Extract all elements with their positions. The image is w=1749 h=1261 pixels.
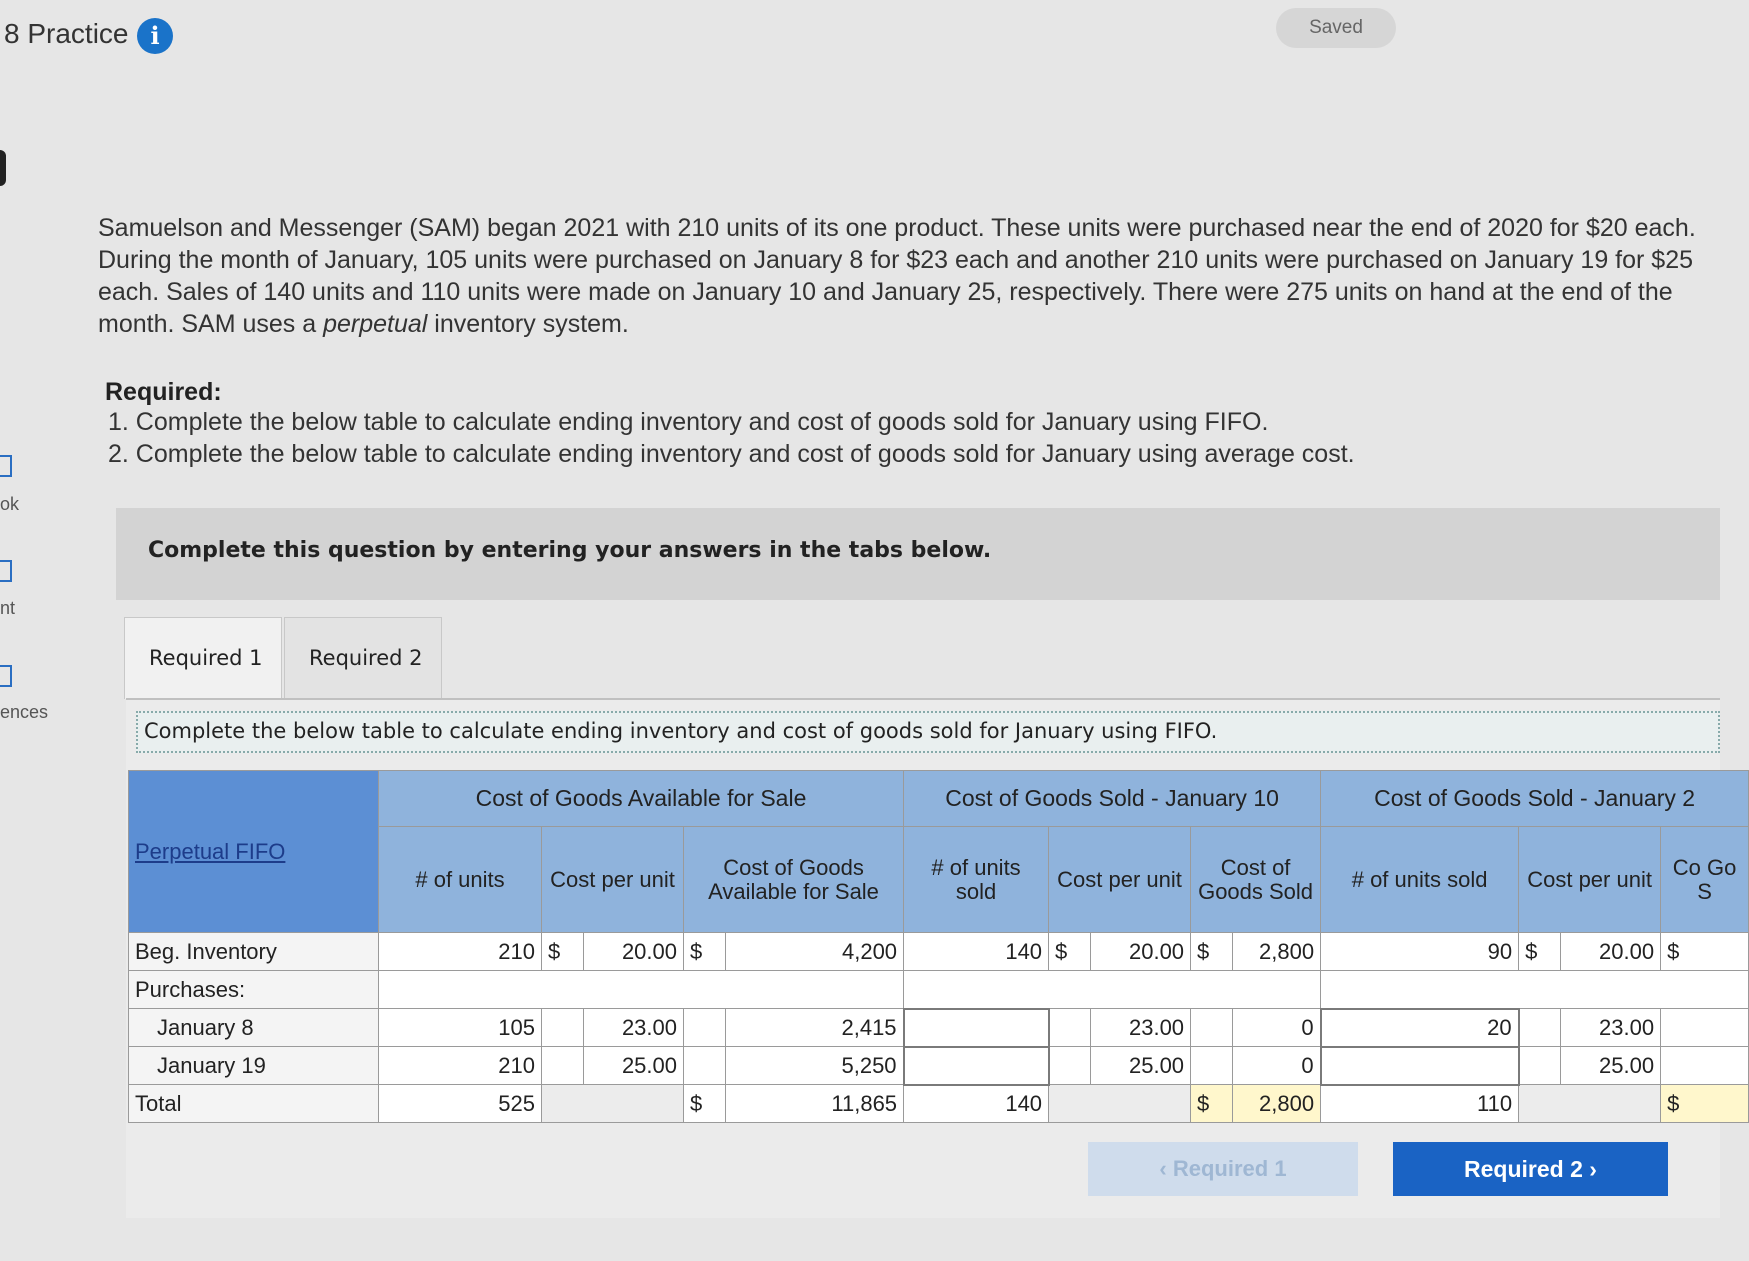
col-units-sold-jan25: # of units sold (1321, 827, 1519, 933)
empty-cell (1519, 1047, 1561, 1085)
dollar-sign: $ (1519, 933, 1561, 971)
jan25-units-sold-input[interactable]: 90 (1321, 933, 1519, 971)
jan10-cost-per-unit-cell: 25.00 (1091, 1047, 1191, 1085)
sidebar-label-print[interactable]: nt (0, 598, 16, 618)
cogas-total-cell: 11,865 (726, 1085, 904, 1123)
cogas-cell: 4,200 (726, 933, 904, 971)
cogas-cell: 5,250 (726, 1047, 904, 1085)
sidebar-label-ebook[interactable]: ok (0, 494, 20, 514)
sidebar-ebook-icon[interactable] (0, 455, 12, 477)
cost-per-unit-cell: 20.00 (584, 933, 684, 971)
col-units: # of units (379, 827, 542, 933)
sidebar-marker (0, 150, 6, 186)
problem-text: Samuelson and Messenger (SAM) began 2021 with 210 units of its one product. These units were purchased near the end of 2020 for $20 each. During the month of January, 105 units were purchased on January 8 for $23 each and another 210 units were purchased on January 19 for $25 each. Sales of 140 units and 110 units were made on January 10 and January 25, respectively. There were 275 units on hand at the end of the month. SAM uses a (98, 214, 1696, 338)
jan25-units-total-cell: 110 (1321, 1085, 1519, 1123)
row-label: Purchases: (129, 971, 379, 1009)
dollar-sign: $ (1049, 933, 1091, 971)
row-label: January 8 (129, 1009, 379, 1047)
row-label: January 19 (129, 1047, 379, 1085)
table-corner (129, 771, 379, 933)
dollar-sign: $ (1661, 933, 1749, 971)
problem-statement (98, 212, 1708, 340)
saved-status-badge: Saved (1276, 8, 1396, 48)
problem-text-end: inventory system. (427, 310, 629, 338)
col-units-sold-jan10: # of units sold (904, 827, 1049, 933)
required-item-2: 2. Complete the below table to calculate ending inventory and cost of goods sold for January using average cost. (108, 440, 1355, 468)
jan25-units-sold-input[interactable] (1321, 1047, 1519, 1085)
required-heading: Required: (105, 378, 222, 406)
group-header-cogs-jan25: Cost of Goods Sold - January 2 (1321, 771, 1749, 827)
empty-cell (1519, 1085, 1661, 1123)
prev-button-label: Required 1 (1172, 1156, 1287, 1181)
next-required-2-button[interactable]: Required 2 › (1393, 1142, 1668, 1196)
jan10-units-total-cell: 140 (904, 1085, 1049, 1123)
group-header-cogs-jan10: Cost of Goods Sold - January 10 (904, 771, 1321, 827)
jan10-units-sold-input[interactable] (904, 1009, 1049, 1047)
jan25-units-sold-input[interactable]: 20 (1321, 1009, 1519, 1047)
empty-cell (379, 971, 904, 1009)
empty-cell (904, 971, 1321, 1009)
jan10-cost-per-unit-cell: 23.00 (1091, 1009, 1191, 1047)
empty-cell (1049, 1085, 1191, 1123)
next-button-label: Required 2 (1464, 1156, 1583, 1182)
col-cogs-jan25: Co Go S (1661, 827, 1749, 933)
jan10-cogs-cell: 0 (1233, 1047, 1321, 1085)
row-label: Beg. Inventory (129, 933, 379, 971)
dollar-sign: $ (1191, 1085, 1233, 1123)
tab-required-2[interactable]: Required 2 (284, 617, 442, 699)
perpetual-fifo-link[interactable]: Perpetual FIFO (135, 838, 286, 864)
jan10-cogs-cell: 2,800 (1233, 933, 1321, 971)
units-cell: 105 (379, 1009, 542, 1047)
dollar-sign: $ (1661, 1085, 1749, 1123)
page-title: 8 Practice (4, 18, 129, 49)
col-cost-per-unit: Cost per unit (542, 827, 684, 933)
col-cost-per-unit-jan10: Cost per unit (1049, 827, 1191, 933)
header (0, 0, 1720, 70)
problem-emphasis: perpetual (323, 310, 428, 338)
empty-cell (1661, 1047, 1749, 1085)
dollar-sign: $ (684, 933, 726, 971)
cogas-cell: 2,415 (726, 1009, 904, 1047)
fifo-table (128, 770, 1749, 1123)
units-total-cell: 525 (379, 1085, 542, 1123)
prev-required-1-button[interactable]: ‹ Required 1 (1088, 1142, 1358, 1196)
empty-cell (1191, 1047, 1233, 1085)
cost-per-unit-cell: 25.00 (584, 1047, 684, 1085)
row-january-19 (129, 1047, 1749, 1085)
empty-cell (1191, 1009, 1233, 1047)
jan10-units-sold-input[interactable]: 140 (904, 933, 1049, 971)
units-cell: 210 (379, 933, 542, 971)
banner-text: Complete this question by entering your answers in the tabs below. (148, 538, 992, 563)
sidebar-print-icon[interactable] (0, 560, 12, 582)
dollar-sign: $ (1191, 933, 1233, 971)
col-cogs-jan10: Cost of Goods Sold (1191, 827, 1321, 933)
jan25-cost-per-unit-cell: 23.00 (1561, 1009, 1661, 1047)
sidebar-references-icon[interactable] (0, 665, 12, 687)
required-item-1: 1. Complete the below table to calculate ending inventory and cost of goods sold for January using FIFO. (108, 408, 1269, 436)
instructions-banner (116, 508, 1720, 600)
row-beg-inventory (129, 933, 1749, 971)
empty-cell (684, 1009, 726, 1047)
table-instruction: Complete the below table to calculate ending inventory and cost of goods sold for January using FIFO. (136, 711, 1720, 753)
empty-cell (542, 1047, 584, 1085)
info-icon[interactable]: i (137, 18, 173, 54)
empty-cell (1519, 1009, 1561, 1047)
dollar-sign: $ (684, 1085, 726, 1123)
sidebar-label-references[interactable]: ences (0, 702, 49, 722)
jan25-cost-per-unit-cell: 20.00 (1561, 933, 1661, 971)
empty-cell (1661, 1009, 1749, 1047)
col-cost-per-unit-jan25: Cost per unit (1519, 827, 1661, 933)
row-total (129, 1085, 1749, 1123)
row-label: Total (129, 1085, 379, 1123)
empty-cell (684, 1047, 726, 1085)
jan10-cogs-total-cell: 2,800 (1233, 1085, 1321, 1123)
group-header-cogas: Cost of Goods Available for Sale (379, 771, 904, 827)
jan10-cost-per-unit-cell: 20.00 (1091, 933, 1191, 971)
empty-cell (1049, 1047, 1091, 1085)
cost-per-unit-cell: 23.00 (584, 1009, 684, 1047)
dollar-sign: $ (542, 933, 584, 971)
units-cell: 210 (379, 1047, 542, 1085)
tab-required-1[interactable]: Required 1 (124, 617, 282, 699)
empty-cell (1321, 971, 1749, 1009)
jan10-cogs-cell: 0 (1233, 1009, 1321, 1047)
row-january-8 (129, 1009, 1749, 1047)
col-cogas: Cost of Goods Available for Sale (684, 827, 904, 933)
empty-cell (542, 1085, 684, 1123)
jan25-cost-per-unit-cell: 25.00 (1561, 1047, 1661, 1085)
row-purchases (129, 971, 1749, 1009)
empty-cell (542, 1009, 584, 1047)
jan10-units-sold-input[interactable] (904, 1047, 1049, 1085)
empty-cell (1049, 1009, 1091, 1047)
